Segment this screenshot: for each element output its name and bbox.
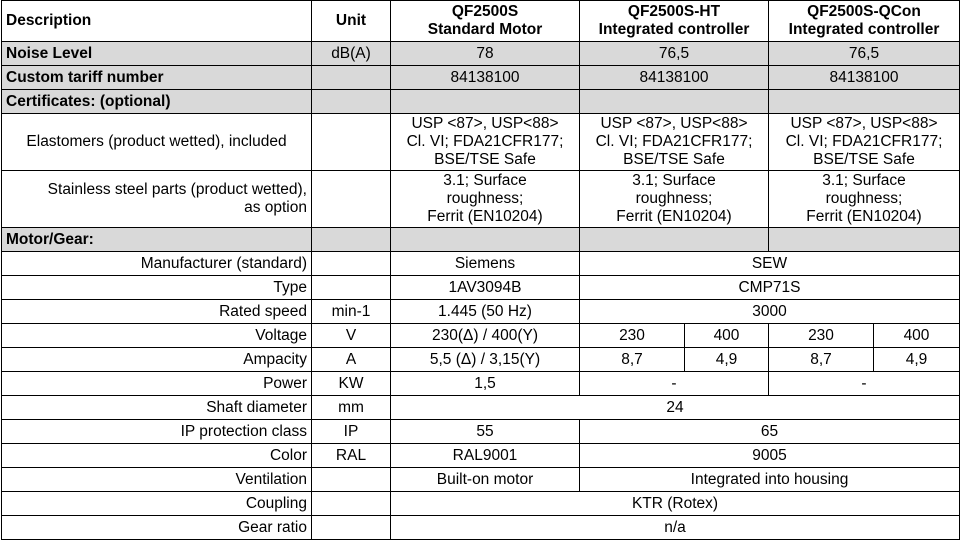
value-qf2500s-ht: 3.1; Surface roughness; Ferrit (EN10204) <box>580 171 769 228</box>
manufacturer-row <box>2 252 960 276</box>
value-ht-qcon: Integrated into housing <box>580 468 960 492</box>
coupling-row <box>2 492 960 516</box>
header-description: Description <box>2 1 312 42</box>
value-ht-qcon: CMP71S <box>580 276 960 300</box>
section-label: Motor/Gear: <box>2 228 312 252</box>
value-qcon-star: 4,9 <box>874 348 960 372</box>
value-qf2500s: 1.445 (50 Hz) <box>391 300 580 324</box>
row-label: Coupling <box>2 492 312 516</box>
row-unit: RAL <box>312 444 391 468</box>
row-unit <box>312 66 391 90</box>
value-qf2500s-qcon: 76,5 <box>769 42 960 66</box>
gear-ratio-row <box>2 516 960 540</box>
header-qf2500s-qcon: QF2500S-QCon Integrated controller <box>769 1 960 42</box>
value-qf2500s: 84138100 <box>391 66 580 90</box>
value-all-models: 24 <box>391 396 960 420</box>
row-unit: KW <box>312 372 391 396</box>
row-label: Ampacity <box>2 348 312 372</box>
value-ht-qcon: 9005 <box>580 444 960 468</box>
motor-gear-section-row <box>2 228 960 252</box>
color-row <box>2 444 960 468</box>
tariff-row <box>2 66 960 90</box>
value-qf2500s: 1,5 <box>391 372 580 396</box>
value-qcon-delta: 230 <box>769 324 874 348</box>
value-qcon-delta: 8,7 <box>769 348 874 372</box>
row-label: Elastomers (product wetted), included <box>2 114 312 171</box>
header-row <box>2 1 960 42</box>
value-qf2500s: 55 <box>391 420 580 444</box>
value-qcon-star: 400 <box>874 324 960 348</box>
certificates-section-row <box>2 90 960 114</box>
row-label: Gear ratio <box>2 516 312 540</box>
header-qf2500s: QF2500S Standard Motor <box>391 1 580 42</box>
row-unit: min-1 <box>312 300 391 324</box>
spec-table <box>1 0 960 540</box>
shaft-diameter-row <box>2 396 960 420</box>
value-ht-star: 400 <box>685 324 769 348</box>
type-row <box>2 276 960 300</box>
value-qf2500s: 78 <box>391 42 580 66</box>
row-unit: mm <box>312 396 391 420</box>
row-label: Voltage <box>2 324 312 348</box>
value-qf2500s: 5,5 (Δ) / 3,15(Y) <box>391 348 580 372</box>
value-qf2500s-qcon: 84138100 <box>769 66 960 90</box>
value-ht-qcon: 3000 <box>580 300 960 324</box>
stainless-row <box>2 171 960 228</box>
value-qf2500s: Built-on motor <box>391 468 580 492</box>
value-qf2500s-qcon: USP <87>, USP<88> Cl. VI; FDA21CFR177; BSE/TSE Safe <box>769 114 960 171</box>
ventilation-row <box>2 468 960 492</box>
value-qf2500s-ht: 76,5 <box>580 42 769 66</box>
value-qf2500s: USP <87>, USP<88> Cl. VI; FDA21CFR177; BSE/TSE Safe <box>391 114 580 171</box>
row-unit: A <box>312 348 391 372</box>
value-qf2500s-ht: 84138100 <box>580 66 769 90</box>
power-row <box>2 372 960 396</box>
voltage-row <box>2 324 960 348</box>
noise-level-row <box>2 42 960 66</box>
rated-speed-row <box>2 300 960 324</box>
row-label: IP protection class <box>2 420 312 444</box>
value-ht-delta: 8,7 <box>580 348 685 372</box>
value-qf2500s-qcon: - <box>769 372 960 396</box>
value-qf2500s: 230(Δ) / 400(Y) <box>391 324 580 348</box>
row-label: Custom tariff number <box>2 66 312 90</box>
ip-protection-row <box>2 420 960 444</box>
value-qf2500s-ht: USP <87>, USP<88> Cl. VI; FDA21CFR177; BSE/TSE Safe <box>580 114 769 171</box>
value-ht-star: 4,9 <box>685 348 769 372</box>
elastomers-row <box>2 114 960 171</box>
row-label: Manufacturer (standard) <box>2 252 312 276</box>
value-qf2500s-ht: - <box>580 372 769 396</box>
value-qf2500s-qcon: 3.1; Surface roughness; Ferrit (EN10204) <box>769 171 960 228</box>
ampacity-row <box>2 348 960 372</box>
value-qf2500s: Siemens <box>391 252 580 276</box>
value-qf2500s: RAL9001 <box>391 444 580 468</box>
row-unit: V <box>312 324 391 348</box>
row-label: Rated speed <box>2 300 312 324</box>
row-unit: IP <box>312 420 391 444</box>
value-ht-delta: 230 <box>580 324 685 348</box>
row-label: Ventilation <box>2 468 312 492</box>
header-unit: Unit <box>312 1 391 42</box>
row-label: Power <box>2 372 312 396</box>
row-label: Noise Level <box>2 42 312 66</box>
value-qf2500s: 3.1; Surface roughness; Ferrit (EN10204) <box>391 171 580 228</box>
value-qf2500s: 1AV3094B <box>391 276 580 300</box>
header-qf2500s-ht: QF2500S-HT Integrated controller <box>580 1 769 42</box>
row-label: Stainless steel parts (product wetted), as option <box>2 171 312 228</box>
value-all-models: n/a <box>391 516 960 540</box>
row-unit: dB(A) <box>312 42 391 66</box>
value-ht-qcon: SEW <box>580 252 960 276</box>
value-all-models: KTR (Rotex) <box>391 492 960 516</box>
row-label: Color <box>2 444 312 468</box>
row-label: Type <box>2 276 312 300</box>
section-label: Certificates: (optional) <box>2 90 312 114</box>
row-label: Shaft diameter <box>2 396 312 420</box>
value-ht-qcon: 65 <box>580 420 960 444</box>
